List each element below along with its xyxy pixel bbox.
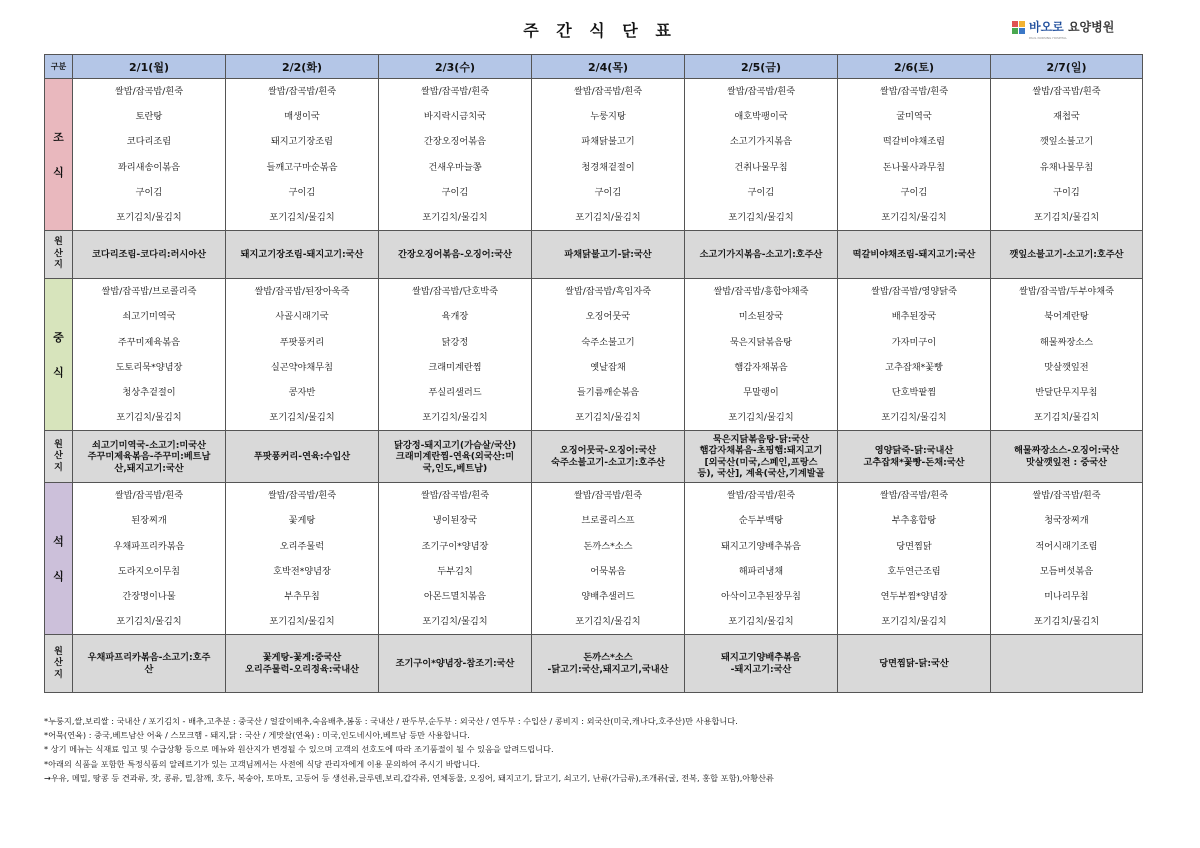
- menu-cell: [991, 79, 1143, 231]
- menu-item: 떡갈비야채조림: [882, 136, 946, 148]
- origin-line: 떡갈비야채조림-돼지고기:국산: [852, 248, 976, 260]
- origin-cell: [379, 635, 532, 693]
- origin-cell: [991, 431, 1143, 483]
- origin-line: 돼지고기장조림-돼지고기:국산: [240, 248, 364, 260]
- logo-subtitle: PAUL NURSING HOSPITAL: [1029, 36, 1067, 40]
- origin-line: -닭고기:국산,돼지고기,국내산: [547, 663, 669, 675]
- origin-cell: [838, 431, 991, 483]
- menu-item: 콩자반: [288, 386, 316, 398]
- origin-cell: [991, 635, 1143, 693]
- lunch-row: [45, 279, 1143, 431]
- menu-item: 쌀밥/잡곡밥/브로콜리죽: [101, 286, 197, 298]
- logo-name: 바오로 요양병원: [1029, 20, 1115, 34]
- menu-item: 브로콜리스프: [581, 515, 635, 527]
- menu-item: 쌀밥/잡곡밥/흰죽: [879, 490, 949, 502]
- menu-item: 쌀밥/잡곡밥/영양닭죽: [870, 286, 958, 298]
- origin-line: 돈까스*소스: [583, 652, 633, 664]
- meal-label-char: 식: [53, 569, 64, 583]
- menu-cell: [838, 79, 991, 231]
- menu-item: 고추잡채*꽃빵: [885, 361, 943, 373]
- menu-item: 연두부찜*양념장: [880, 591, 948, 602]
- origin-line: 소고기가지볶음-소고기:호주산: [699, 248, 823, 260]
- menu-item: 포기김치/물김치: [269, 412, 335, 424]
- menu-item: 도라지오이무침: [117, 565, 181, 577]
- origin-line: 파채닭불고기-닭:국산: [564, 248, 652, 260]
- menu-item: 포기김치/물김치: [575, 412, 641, 424]
- origin-line: 국,인도,베트남): [422, 462, 488, 474]
- menu-item: 쌀밥/잡곡밥/흰죽: [573, 490, 643, 502]
- menu-item: 포기김치/물김치: [728, 412, 794, 424]
- menu-item: 쌀밥/잡곡밥/흰죽: [879, 86, 949, 97]
- origin-cell: [226, 635, 379, 693]
- origin-label-char: 산: [54, 451, 63, 461]
- menu-item: 소고기가지볶음: [729, 136, 793, 148]
- origin-cell: [685, 231, 838, 279]
- menu-item: 굴미역국: [896, 111, 932, 123]
- origin-line: 맛살깻잎전 : 중국산: [1025, 456, 1108, 468]
- menu-item: 구이김: [1053, 186, 1080, 198]
- origin-label-char: 지: [54, 260, 63, 271]
- origin-label: [45, 635, 73, 693]
- menu-item: 두부김치: [437, 565, 473, 577]
- note-line: *누룽지,쌀,보리쌀 : 국내산 / 포기김치 - 배추,고추분 : 중국산 / 얼갈이배추,숙음배추,봄동 : 국내산 / 판두부,순두부 : 외국산 / 연두부 : 수입산 / 콩비지 : 외국산(미국,캐나다,호주산)만 사용합니다.: [44, 716, 738, 726]
- menu-item: 구이김: [441, 186, 469, 198]
- note-line: *어묵(연육) : 중국,베트남산 어육 / 스모크햄 - 돼지,닭 : 국산 / 게맛살(연육) : 미국,인도네시아,베트남 등만 사용합니다.: [44, 730, 470, 741]
- origin-cell: [73, 431, 226, 483]
- menu-cell: [685, 79, 838, 231]
- menu-item: 포기김치/물김치: [728, 616, 794, 628]
- menu-cell: [991, 483, 1143, 635]
- menu-item: 배추된장국: [891, 311, 937, 323]
- menu-item: 옛날잡채: [590, 361, 626, 373]
- menu-item: 건새우마늘쫑: [428, 161, 482, 173]
- menu-cell: [73, 279, 226, 431]
- origin-label-char: 원: [54, 646, 63, 657]
- menu-item: 쌀밥/잡곡밥/흰죽: [420, 490, 490, 502]
- menu-item: 햄감자채볶음: [734, 361, 788, 373]
- lunch-origin-row: [45, 431, 1143, 483]
- origin-label-char: 산: [54, 248, 63, 259]
- origin-line: 해물짜장소스-오징어:국산: [1013, 445, 1120, 457]
- origin-label: [45, 231, 73, 279]
- menu-item: 포기김치/물김치: [116, 211, 182, 223]
- origin-label-char: 지: [54, 462, 63, 473]
- menu-item: 쌀밥/잡곡밥/흰죽: [267, 490, 337, 502]
- lunch-label: [45, 279, 73, 431]
- origin-line: 고추잡채*꽃빵-돈채:국산: [863, 456, 965, 468]
- menu-item: 포기김치/물김치: [422, 412, 488, 424]
- menu-item: 간장오징어볶음: [423, 136, 487, 148]
- breakfast-label: [45, 79, 73, 231]
- menu-item: 들깨고구마순볶음: [266, 161, 338, 173]
- menu-cell: [73, 483, 226, 635]
- origin-cell: [532, 431, 685, 483]
- origin-label-char: 원: [54, 237, 63, 248]
- menu-item: 미소된장국: [738, 311, 784, 323]
- menu-item: 쌀밥/잡곡밥/흰죽: [726, 490, 796, 502]
- menu-cell: [838, 279, 991, 431]
- menu-item: 푸팟퐁커리: [279, 336, 325, 348]
- menu-item: 적어시래기조림: [1035, 540, 1098, 552]
- origin-cell: [379, 231, 532, 279]
- menu-item: 푸실리샐러드: [428, 386, 482, 398]
- menu-cell: [379, 279, 532, 431]
- origin-line: 산: [144, 663, 154, 675]
- menu-item: 사골시래기국: [275, 311, 329, 323]
- menu-item: 해물짜장소스: [1039, 336, 1094, 348]
- origin-line: 닭강정-돼지고기(가슴살/국산): [393, 439, 517, 451]
- origin-line: 오리주물럭-오리정육:국내산: [245, 663, 359, 675]
- menu-item: 구이김: [900, 186, 928, 198]
- menu-cell: [532, 79, 685, 231]
- weekly-menu-table: [44, 54, 1143, 693]
- menu-item: 쌀밥/잡곡밥/흰죽: [573, 86, 643, 97]
- page-title: 주 간 식 단 표: [523, 21, 677, 40]
- menu-item: 쌀밥/잡곡밥/흥합야채죽: [713, 286, 809, 298]
- dinner-row: [45, 483, 1143, 635]
- menu-item: 간장명이나물: [122, 591, 176, 602]
- menu-item: 깻잎소불고기: [1039, 136, 1094, 148]
- menu-cell: [685, 483, 838, 635]
- menu-item: 청상추겉절이: [122, 386, 176, 398]
- origin-line: 코다리조림-코다리:러시아산: [92, 248, 206, 260]
- origin-line: [외국산(미국,스페인,프랑스: [704, 456, 818, 468]
- menu-item: 코다리조림: [126, 136, 172, 148]
- menu-item: 호박전*양념장: [273, 565, 331, 577]
- menu-cell: [226, 483, 379, 635]
- origin-cell: [73, 635, 226, 693]
- menu-item: 호두연근조림: [887, 565, 941, 577]
- origin-label-char: 지: [54, 669, 63, 680]
- menu-item: 청경채겉절이: [581, 161, 635, 173]
- menu-cell: [379, 79, 532, 231]
- menu-item: 쌀밥/잡곡밥/된장아욱죽: [254, 286, 350, 298]
- hospital-logo: [1012, 20, 1114, 44]
- menu-item: 포기김치/물김치: [881, 616, 947, 628]
- origin-label-char: 원: [54, 439, 63, 450]
- menu-cell: [685, 279, 838, 431]
- menu-item: 구이김: [288, 186, 316, 198]
- menu-item: 토란탕: [135, 111, 163, 123]
- menu-item: 북어계란탕: [1044, 311, 1089, 323]
- menu-item: 돼지고기장조림: [270, 136, 334, 148]
- day-header: 2/5(금): [685, 55, 838, 79]
- menu-item: 쌀밥/잡곡밥/흰죽: [1032, 490, 1101, 502]
- menu-item: 단호박팥찜: [891, 386, 937, 398]
- meal-label-char: 식: [53, 365, 64, 379]
- menu-item: 주꾸미제육볶음: [117, 336, 181, 348]
- dinner-label: [45, 483, 73, 635]
- menu-item: 아삭이고추된장무침: [721, 591, 801, 602]
- day-header: 2/1(월): [73, 55, 226, 79]
- notes: [44, 714, 774, 785]
- menu-item: 맛살깻잎전: [1044, 361, 1089, 373]
- menu-cell: [73, 79, 226, 231]
- day-header: 2/3(수): [379, 55, 532, 79]
- origin-line: 조기구이*양념장-참조기:국산: [395, 658, 515, 670]
- header-label: 구분: [45, 55, 73, 79]
- origin-cell: [685, 635, 838, 693]
- menu-item: 포기김치/물김치: [1033, 211, 1100, 223]
- day-header: 2/6(토): [838, 55, 991, 79]
- note-line: * 상기 메뉴는 식재료 입고 및 수급상황 등으로 메뉴와 원산지가 변경될 수 있으며 고객의 선호도에 따라 조기품절이 될 수 있음을 알려드립니다.: [44, 744, 554, 755]
- menu-item: 어묵볶음: [590, 565, 626, 577]
- menu-cell: [532, 483, 685, 635]
- day-header: 2/2(화): [226, 55, 379, 79]
- header-row: [45, 55, 1143, 79]
- menu-item: 도토리묵*양념장: [115, 361, 183, 373]
- menu-item: 포기김치/물김치: [881, 211, 947, 223]
- meal-label-char: 조: [53, 130, 64, 144]
- menu-item: 부추홍합탕: [891, 515, 937, 527]
- menu-item: 포기김치/물김치: [116, 412, 182, 424]
- day-header: 2/4(목): [532, 55, 685, 79]
- origin-line: 우채파프리카볶음-소고기:호주: [87, 652, 211, 664]
- menu-item: 쌀밥/잡곡밥/흰죽: [267, 86, 337, 97]
- menu-item: 꽈리새송이볶음: [117, 161, 181, 173]
- menu-item: 포기김치/물김치: [116, 616, 182, 628]
- menu-item: 포기김치/물김치: [575, 211, 641, 223]
- menu-cell: [991, 279, 1143, 431]
- menu-item: 돈나물사과무침: [882, 161, 946, 173]
- menu-item: 돈까스*소스: [583, 540, 633, 552]
- menu-item: 포기김치/물김치: [1033, 412, 1100, 424]
- menu-item: 육개장: [441, 311, 469, 323]
- meal-label-char: 중: [53, 330, 64, 344]
- breakfast-origin-row: [45, 231, 1143, 279]
- origin-cell: [838, 231, 991, 279]
- meal-label-char: 식: [53, 165, 64, 179]
- menu-item: 실곤약야채무침: [270, 361, 334, 373]
- menu-item: 우채파프리카볶음: [113, 540, 185, 552]
- menu-item: 구이김: [135, 186, 163, 198]
- menu-item: 포기김치/물김치: [728, 211, 794, 223]
- origin-line: 숙주소불고기-소고기:호주산: [551, 456, 665, 468]
- menu-item: 쌀밥/잡곡밥/흰죽: [726, 86, 796, 97]
- menu-item: 미나리무침: [1044, 591, 1089, 602]
- menu-item: 꽃게탕: [288, 515, 316, 527]
- day-header: 2/7(일): [991, 55, 1143, 79]
- menu-item: 조기구이*양념장: [421, 540, 489, 552]
- origin-cell: [73, 231, 226, 279]
- menu-item: 쌀밥/잡곡밥/흰죽: [114, 86, 184, 97]
- origin-cell: [379, 431, 532, 483]
- origin-line: 당면찜닭-닭:국산: [879, 658, 949, 670]
- menu-item: 포기김치/물김치: [269, 616, 335, 628]
- origin-label-char: 산: [54, 658, 63, 669]
- menu-item: 크래미계란찜: [428, 361, 482, 373]
- menu-item: 쌀밥/잡곡밥/흑임자죽: [564, 286, 652, 298]
- menu-item: 포기김치/물김치: [422, 616, 488, 628]
- menu-item: 매생이국: [284, 111, 320, 123]
- menu-item: 냉이된장국: [432, 515, 478, 527]
- menu-item: 재첩국: [1053, 111, 1080, 123]
- menu-item: 파채닭불고기: [581, 136, 635, 148]
- menu-item: 포기김치/물김치: [1033, 616, 1100, 628]
- menu-item: 포기김치/물김치: [422, 211, 488, 223]
- menu-item: 들기름깨순볶음: [576, 386, 640, 398]
- origin-line: 햄감자채볶음-초핑햄:돼지고기: [699, 445, 823, 457]
- menu-item: 부추무침: [284, 591, 320, 602]
- origin-cell: [226, 231, 379, 279]
- origin-line: 꽃게탕-꽃게:중국산: [262, 652, 342, 664]
- origin-line: 쇠고기미역국-소고기:미국산: [92, 439, 206, 451]
- menu-item: 포기김치/물김치: [269, 211, 335, 223]
- menu-cell: [532, 279, 685, 431]
- logo-mark-icon: [1012, 21, 1026, 35]
- menu-item: 쌀밥/잡곡밥/단호박죽: [411, 286, 499, 298]
- origin-line: 오징어뭇국-오징어:국산: [559, 445, 657, 457]
- breakfast-row: [45, 79, 1143, 231]
- menu-cell: [379, 483, 532, 635]
- menu-item: 포기김치/물김치: [575, 616, 641, 628]
- origin-cell: [991, 231, 1143, 279]
- origin-cell: [685, 431, 838, 483]
- origin-line: 산,돼지고기:국산: [114, 462, 184, 474]
- menu-item: 쌀밥/잡곡밥/흰죽: [420, 86, 490, 97]
- origin-line: 크래미계란찜-연육(외국산:미: [395, 451, 515, 462]
- origin-line: -돼지고기:국산: [730, 663, 792, 675]
- menu-item: 구이김: [747, 186, 775, 198]
- menu-item: 쌀밥/잡곡밥/흰죽: [1032, 86, 1101, 97]
- menu-item: 당면찜닭: [896, 540, 932, 552]
- menu-item: 된장찌개: [131, 515, 167, 527]
- origin-cell: [838, 635, 991, 693]
- menu-item: 포기김치/물김치: [881, 412, 947, 424]
- menu-item: 바지락시금치국: [423, 111, 487, 123]
- menu-item: 청국장찌개: [1044, 515, 1089, 527]
- meal-label-char: 석: [53, 534, 64, 548]
- menu-item: 구이김: [594, 186, 622, 198]
- menu-item: 묵은지닭볶음탕: [729, 336, 793, 348]
- origin-line: 영양닭죽-닭:국내산: [874, 445, 954, 457]
- menu-item: 가자미구이: [891, 336, 937, 348]
- origin-cell: [226, 431, 379, 483]
- menu-cell: [226, 79, 379, 231]
- origin-line: 주꾸미제육볶음-주꾸미:베트남: [87, 451, 211, 462]
- origin-cell: [532, 231, 685, 279]
- menu-item: 오징어뭇국: [585, 311, 631, 323]
- menu-item: 쌀밥/잡곡밥/흰죽: [114, 490, 184, 502]
- menu-cell: [838, 483, 991, 635]
- origin-line: 등), 국산], 계육(국산,기계발골: [697, 468, 825, 480]
- menu-item: 해파리냉채: [738, 565, 784, 577]
- menu-item: 반달단무지무침: [1035, 386, 1098, 398]
- menu-cell: [226, 279, 379, 431]
- origin-line: 돼지고기양배추볶음: [721, 652, 801, 664]
- menu-item: 쌀밥/잡곡밥/두부야채죽: [1019, 286, 1114, 298]
- menu-item: 무말랭이: [743, 386, 779, 398]
- menu-item: 닭강정: [441, 336, 469, 348]
- menu-item: 순두부백탕: [738, 515, 784, 527]
- menu-item: 누룽지탕: [590, 111, 626, 123]
- origin-line: 간장오징어볶음-오징어:국산: [398, 248, 512, 260]
- note-line: →우유, 메밀, 땅콩 등 견과류, 잣, 콩류, 밀,참깨, 호두, 복숭아, 토마토, 고등어 등 생선류,글루텐,보리,갑각류, 연체동물, 오징어, 돼지고기, 닭고기, 쇠고기, 난류(가금류),조개류(굴, 전복, 홍합 포함),아황산류: [44, 772, 774, 783]
- menu-item: 애호박팽이국: [734, 111, 788, 123]
- menu-item: 건취나물무침: [734, 161, 788, 173]
- menu-item: 쇠고기미역국: [122, 311, 176, 323]
- menu-item: 유채나물무침: [1039, 161, 1094, 173]
- menu-item: 모듬버섯볶음: [1039, 565, 1094, 577]
- origin-line: 푸팟퐁커리-연육:수입산: [253, 451, 351, 462]
- dinner-origin-row: [45, 635, 1143, 693]
- menu-item: 아몬드멸치볶음: [423, 591, 487, 602]
- menu-item: 오리주물럭: [279, 540, 325, 552]
- origin-cell: [532, 635, 685, 693]
- menu-item: 숙주소불고기: [581, 336, 635, 348]
- origin-label: [45, 431, 73, 483]
- menu-item: 양배추샐러드: [581, 591, 635, 602]
- note-line: *아래의 식품을 포함한 특정식품의 알레르기가 있는 고객님께서는 사전에 식당 관리자에게 이용 문의하여 주시기 바랍니다.: [44, 758, 480, 769]
- origin-line: 깻잎소불고기-소고기:호주산: [1009, 248, 1124, 260]
- menu-item: 돼지고기양배추볶음: [721, 540, 801, 552]
- origin-line: 묵은지닭볶음탕-닭:국산: [712, 433, 810, 445]
